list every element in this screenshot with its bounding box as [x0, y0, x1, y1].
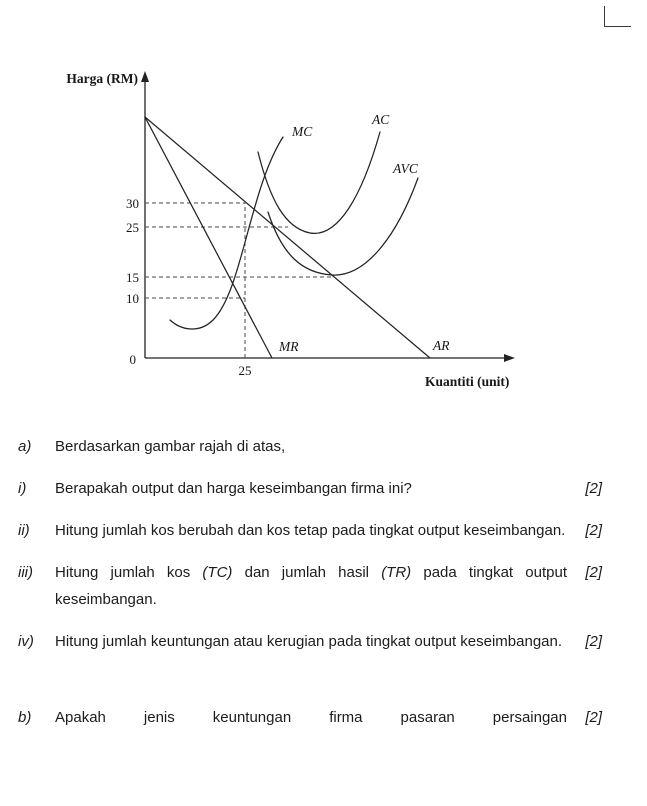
xtick-25: 25 — [238, 363, 252, 378]
question-a — [18, 433, 602, 460]
question-a-marks — [567, 433, 602, 460]
question-iv-marks: [2] — [585, 633, 602, 650]
question-iii-text — [55, 559, 567, 613]
ytick-30: 30 — [126, 196, 139, 211]
mc-curve-label: MC — [292, 124, 313, 139]
question-b — [18, 704, 602, 731]
origin-label: 0 — [129, 352, 136, 367]
question-i-label: i) — [18, 480, 27, 497]
x-axis-title: Kuantiti (unit) — [425, 374, 510, 389]
question-iii-text-part3: pada tingkat output keseimbangan. — [55, 564, 567, 608]
avc-curve — [268, 178, 418, 275]
question-a-iii — [18, 559, 602, 613]
question-a-text: Berdasarkan gambar rajah di atas, — [55, 438, 286, 455]
question-section — [18, 433, 602, 746]
mr-curve-label: MR — [279, 339, 299, 354]
question-iv-text: Hitung jumlah keuntungan atau kerugian pada tingkat output keseimbangan. — [55, 633, 563, 650]
question-a-label: a) — [18, 438, 32, 455]
question-i-text: Berapakah output dan harga keseimbangan firma ini? — [55, 480, 412, 497]
question-ii-marks: [2] — [585, 522, 602, 539]
x-axis-arrow-icon — [504, 354, 515, 362]
question-b-text: Apakah jenis keuntungan firma pasaran persaingan — [55, 709, 567, 726]
ytick-15: 15 — [126, 270, 139, 285]
question-ii-label: ii) — [18, 522, 30, 539]
question-ii-text: Hitung jumlah kos berubah dan kos tetap pada tingkat output keseimbangan. — [55, 522, 566, 539]
question-b-label: b) — [18, 709, 32, 726]
question-b-marks: [2] — [585, 709, 602, 726]
mc-curve — [170, 137, 283, 329]
ytick-10: 10 — [126, 291, 139, 306]
question-a-iv — [18, 628, 602, 655]
question-a-i — [18, 475, 602, 502]
question-a-ii — [18, 517, 602, 544]
question-iii-tr-term: (TR) — [381, 564, 412, 581]
ar-curve — [145, 117, 430, 358]
y-axis-title: Harga (RM) — [66, 71, 138, 86]
ac-curve — [258, 132, 380, 233]
question-iii-label: iii) — [18, 564, 33, 581]
question-i-marks: [2] — [585, 480, 602, 497]
question-iii-text-part1: Hitung jumlah kos — [55, 564, 203, 581]
question-iii-tc-term: (TC) — [202, 564, 233, 581]
y-axis-arrow-icon — [141, 71, 149, 82]
mr-curve — [145, 117, 272, 358]
question-iii-marks: [2] — [585, 564, 602, 581]
ytick-25: 25 — [126, 220, 139, 235]
ar-curve-label: AR — [433, 338, 450, 353]
question-iv-label: iv) — [18, 633, 34, 650]
avc-curve-label: AVC — [393, 161, 418, 176]
question-iii-text-part2: dan jumlah hasil — [232, 564, 382, 581]
ac-curve-label: AC — [372, 112, 390, 127]
